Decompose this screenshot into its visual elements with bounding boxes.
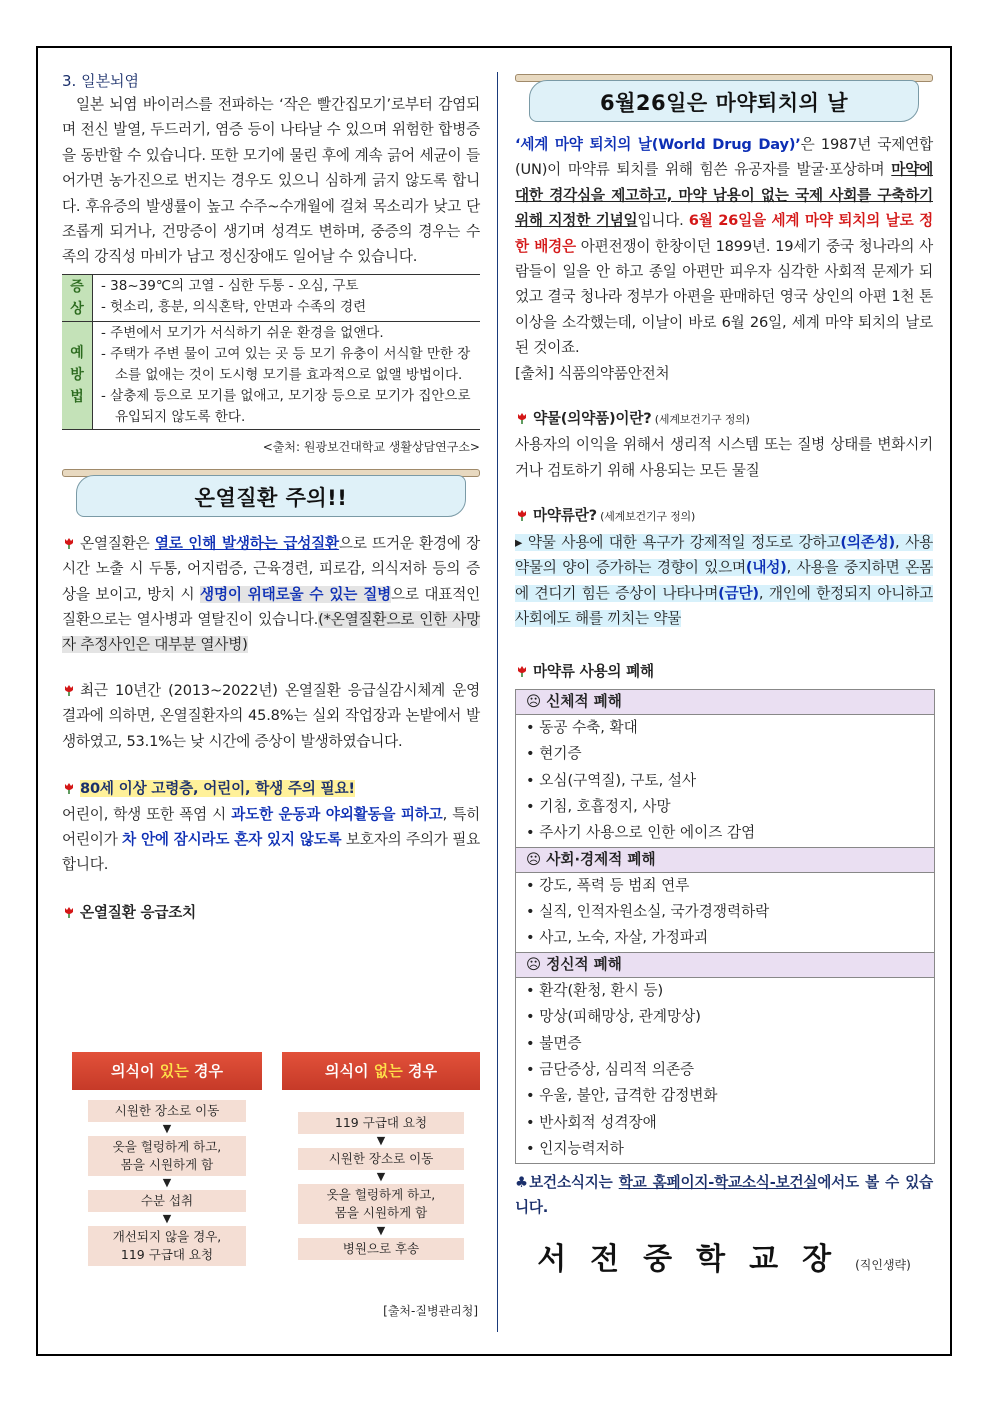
harm-item: • 사고, 노숙, 자살, 가정파괴 <box>526 929 709 947</box>
tulip-icon <box>62 683 76 697</box>
firstaid-step: 옷을 헐렁하게 하고, 몸을 시원하게 함 <box>298 1184 464 1224</box>
firstaid-step: 119 구급대 요청 <box>298 1112 464 1134</box>
harm-item: • 반사회적 성격장애 <box>526 1113 657 1131</box>
firstaid-step: 시원한 장소로 이동 <box>88 1100 246 1122</box>
prevention-label: 예방법 <box>62 321 93 429</box>
firstaid-unconscious-chart <box>282 1052 480 1260</box>
heat-paragraph-3: 80세 이상 고령층, 어린이, 학생 주의 필요! 어린이, 학생 또한 폭염 시 과도한 운동과 야외활동을 피하고, 특히 어린이가 차 안에 잠시라도 혼자 있지 않도록 보호자의 주의가 필요합니다. <box>62 780 480 874</box>
conscious-header: 의식이 있는 경우 <box>72 1052 262 1090</box>
heat-paragraph-2: 최근 10년간 (2013~2022년) 온열질환 응급실감시체계 운영결과에 의하면, 온열질환자의 45.8%는 실외 작업장과 논밭에서 발생하였고, 53.1%는 낮 시간에 증상이 발생하였습니다. <box>62 681 480 750</box>
encephalitis-body: 일본 뇌염 바이러스를 전파하는 ‘작은 빨간집모기’로부터 감염되며 전신 발열, 두드러기, 염증 등이 나타날 수 있으며 위험한 합병증을 동반할 수 있습니다. 또한 모기에 물린 후에 계속 긁어 세균이 들어가면 농가진으로 번지는 경우도 있으니 심하게 긁지 않도록 합니다. 후유증의 발생률이 높고 수주~수개월에 걸쳐 목소리가 낮고 단조롭게 되거나, 건망증이 생기며 성격도 변하며, 중증의 경우는 수족의 강직성 마비가 남고 정신장애도 일어날 수 있습니다. <box>62 96 480 266</box>
drug-day-source: [출처] 식품의약품안전처 <box>515 364 670 382</box>
tulip-icon <box>62 781 76 795</box>
heat-banner <box>62 467 480 527</box>
prevention-line: - 살충제 등으로 모기를 없애고, 모기장 등으로 모기가 집안으로 유입되지 않도록 한다. <box>101 387 471 425</box>
arrow-down-icon: ▼ <box>376 1170 386 1183</box>
arrow-down-icon: ▼ <box>376 1224 386 1237</box>
tulip-icon <box>62 905 76 919</box>
symptom-line: - 38~39℃의 고열 - 심한 두통 - 오심, 구토 <box>101 277 359 294</box>
seal-omitted-note: (직인생략) <box>855 1258 911 1273</box>
firstaid-conscious-chart <box>72 1052 262 1266</box>
firstaid-step: 옷을 헐렁하게 하고, 몸을 시원하게 함 <box>88 1136 246 1176</box>
prevention-line: - 주변에서 모기가 서식하기 쉬운 환경을 없앤다. <box>101 324 384 341</box>
harm-item: • 인지능력저하 <box>526 1140 624 1158</box>
firstaid-step: 병원으로 후송 <box>298 1238 464 1260</box>
firstaid-step: 시원한 장소로 이동 <box>298 1148 464 1170</box>
arrow-down-icon: ▼ <box>162 1122 172 1135</box>
tulip-icon <box>515 508 529 522</box>
harm-table <box>515 689 935 1164</box>
symptom-table <box>62 274 480 430</box>
drug-definition: 약물(의약품)이란? (세계보건기구 정의) 사용자의 이익을 위해서 생리적 시스템 또는 질병 상태를 변화시키거나 검토하기 위해 사용되는 모든 물질 <box>515 410 933 479</box>
unconscious-header: 의식이 없는 경우 <box>282 1052 480 1090</box>
harm-item: • 오심(구역질), 구토, 설사 <box>526 771 697 789</box>
arrow-down-icon: ▼ <box>162 1212 172 1225</box>
harm-item: • 우울, 불안, 급격한 감정변화 <box>526 1087 718 1105</box>
harm-item: • 현기증 <box>526 745 582 763</box>
harm-item: • 망상(피해망상, 관계망상) <box>526 1008 701 1026</box>
harm-category: ☹ 신체적 폐해 <box>516 690 934 715</box>
firstaid-step: 개선되지 않을 경우, 119 구급대 요청 <box>88 1226 246 1266</box>
harm-item: • 동공 수축, 확대 <box>526 718 638 736</box>
heat-source: [출처-질병관리청] <box>383 1304 478 1318</box>
harm-category: ☹ 사회·경제적 폐해 <box>516 847 934 873</box>
symptom-label: 증상 <box>62 274 93 321</box>
drug-day-banner <box>515 72 933 132</box>
harm-item: • 불면증 <box>526 1034 582 1052</box>
prevention-line: - 주택가 주변 물이 고여 있는 곳 등 모기 유충이 서식할 만한 장소를 없애는 것이 도시형 모기를 효과적으로 없앨 방법이다. <box>101 345 471 383</box>
firstaid-step: 수분 섭취 <box>88 1190 246 1212</box>
encephalitis-heading: 3. 일본뇌염 <box>62 72 140 90</box>
harm-item: • 금단증상, 심리적 의존증 <box>526 1061 695 1079</box>
heat-banner-title: 온열질환 주의!! <box>194 485 348 510</box>
arrow-down-icon: ▼ <box>162 1176 172 1189</box>
drug-day-intro: ‘세계 마약 퇴치의 날(World Drug Day)’은 1987년 국제연합(UN)이 마약류 퇴치를 위해 힘쓴 유공자를 발굴·포상하며 마약에 대한 경각심을 제고하고, 마약 남용이 없는 국제 사회를 구축하기 위해 지정한 기념일입니다. 6월 26일을 세계 마약 퇴치의 날로 정한 배경은 아편전쟁이 한창이던 1899년. 19세기 중국 청나라의 사람들이 일을 안 하고 종일 아편만 피우자 심각한 사회적 문제가 되었고 결국 청나라 정부가 아편을 판매하던 영국 상인의 아편 1천 톤 이상을 소각했는데, 이날이 바로 6월 26일, 세계 마약 퇴치의 날로 된 것이죠. <box>515 136 934 357</box>
tulip-icon <box>515 411 529 425</box>
firstaid-heading: 온열질환 응급조치 <box>62 900 480 925</box>
encephalitis-source: <출처: 원광보건대학교 생활상담연구소> <box>262 439 480 454</box>
heat-paragraph-1: 온열질환은 열로 인해 발생하는 급성질환으로 뜨거운 환경에 장시간 노출 시 두통, 어지럼증, 근육경련, 피로감, 의식저하 등의 증상을 보이고, 방치 시 생명이 위태로울 수 있는 질병으로 대표적인 질환으로는 열사병과 열탈진이 있습니다.(*온열질환으로 인한 사망자 추정사인은 대부분 열사병) <box>62 534 481 654</box>
principal-name: 서전중학교장 <box>537 1242 856 1278</box>
drug-day-title: 6월26일은 마약퇴치의 날 <box>599 91 849 115</box>
harm-item: • 실직, 인적자원소실, 국가경쟁력하락 <box>526 903 770 921</box>
harm-item: • 주사기 사용으로 인한 에이즈 감염 <box>526 824 756 842</box>
arrow-down-icon: ▼ <box>376 1134 386 1147</box>
harm-item: • 환각(환청, 환시 등) <box>526 981 664 999</box>
column-divider <box>497 72 498 1332</box>
left-column <box>62 70 480 925</box>
harm-heading: 마약류 사용의 폐해 <box>515 659 933 684</box>
harm-item: • 강도, 폭력 등 범죄 연루 <box>526 876 690 894</box>
tulip-icon <box>515 664 529 678</box>
signature <box>515 1234 933 1278</box>
harm-item: • 기침, 호흡정지, 사망 <box>526 797 671 815</box>
notice: ♣보건소식지는 학교 홈페이지-학교소식-보건실에서도 볼 수 있습니다. <box>515 1173 933 1216</box>
right-column <box>515 72 933 1278</box>
narcotics-definition: 마약류란? (세계보건기구 정의) ▸ 약물 사용에 대한 욕구가 강제적일 정도로 강하고(의존성), 사용 약물의 양이 증가하는 경향이 있으며(내성), 사용을 중지하면 온몸에 견디기 힘든 증상이 나타나며(금단), 개인에 한정되지 아니하고 사회에도 해를 끼치는 약물 <box>515 507 933 627</box>
symptom-line: - 헛소리, 흥분, 의식혼탁, 안면과 수족의 경련 <box>101 298 367 315</box>
harm-category: ☹ 정신적 폐해 <box>516 952 934 978</box>
tulip-icon <box>62 536 76 550</box>
